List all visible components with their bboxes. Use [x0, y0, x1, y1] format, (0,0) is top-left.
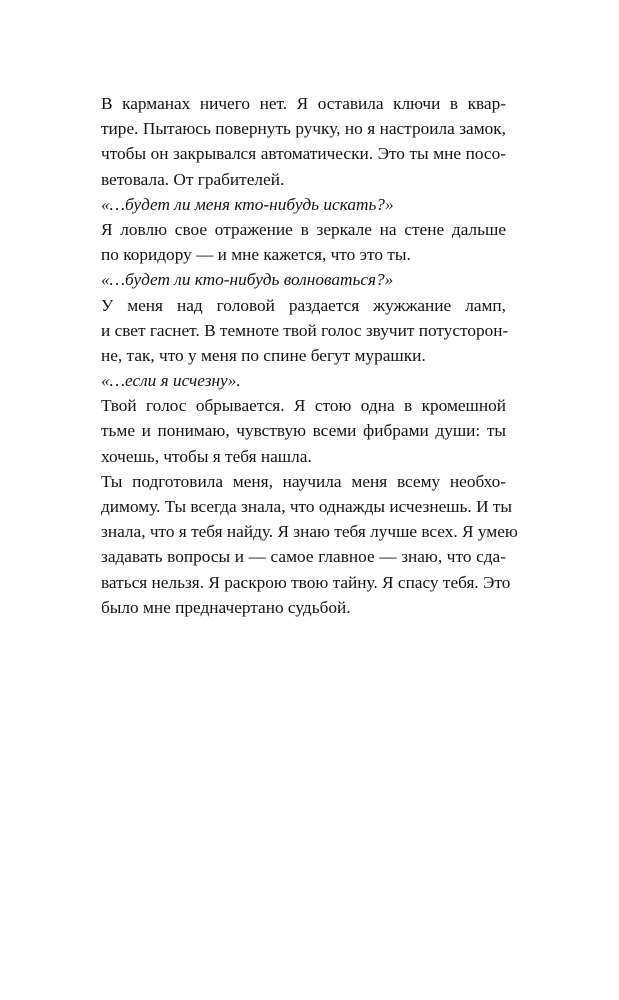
- text-line: Твой голос обрывается. Я стою одна в кромешной: [101, 396, 506, 416]
- text-line: хочешь, чтобы я тебя нашла.: [101, 446, 312, 466]
- italic-quote-line: «…будет ли кто-нибудь волноваться?»: [101, 270, 394, 290]
- text-line: не, так, что у меня по спине бегут мурашки.: [101, 345, 426, 365]
- text-line: чтобы он закрывался автоматически. Это ты мне посо-: [101, 144, 506, 164]
- text-line: ветовала. От грабителей.: [101, 169, 285, 189]
- text-line: задавать вопросы и — самое главное — знаю, что сда-: [101, 547, 506, 567]
- text-line: Ты подготовила меня, научила меня всему необхо-: [101, 471, 506, 491]
- text-line: тире. Пытаюсь повернуть ручку, но я настроила замок,: [101, 119, 506, 139]
- text-line: знала, что я тебя найду. Я знаю тебя лучше всех. Я умею: [101, 522, 518, 542]
- text-line: было мне предначертано судьбой.: [101, 597, 351, 617]
- book-page-text: [101, 91, 518, 620]
- text-line: У меня над головой раздается жужжание ламп,: [101, 295, 506, 315]
- text-line: Я ловлю свое отражение в зеркале на стене дальше: [101, 219, 506, 239]
- italic-quote-line: «…если я исчезну».: [101, 371, 241, 391]
- text-line: тьме и понимаю, чувствую всеми фибрами души: ты: [101, 421, 506, 441]
- text-line: и свет гаснет. В темноте твой голос звучит потусторон-: [101, 320, 509, 340]
- text-line: димому. Ты всегда знала, что однажды исчезнешь. И ты: [101, 497, 513, 516]
- italic-quote-line: «…будет ли меня кто-нибудь искать?»: [101, 194, 394, 214]
- text-line: ваться нельзя. Я раскрою твою тайну. Я спасу тебя. Это: [101, 572, 511, 592]
- text-line: по коридору — и мне кажется, что это ты.: [101, 245, 411, 265]
- text-line: В карманах ничего нет. Я оставила ключи в квар-: [101, 94, 506, 113]
